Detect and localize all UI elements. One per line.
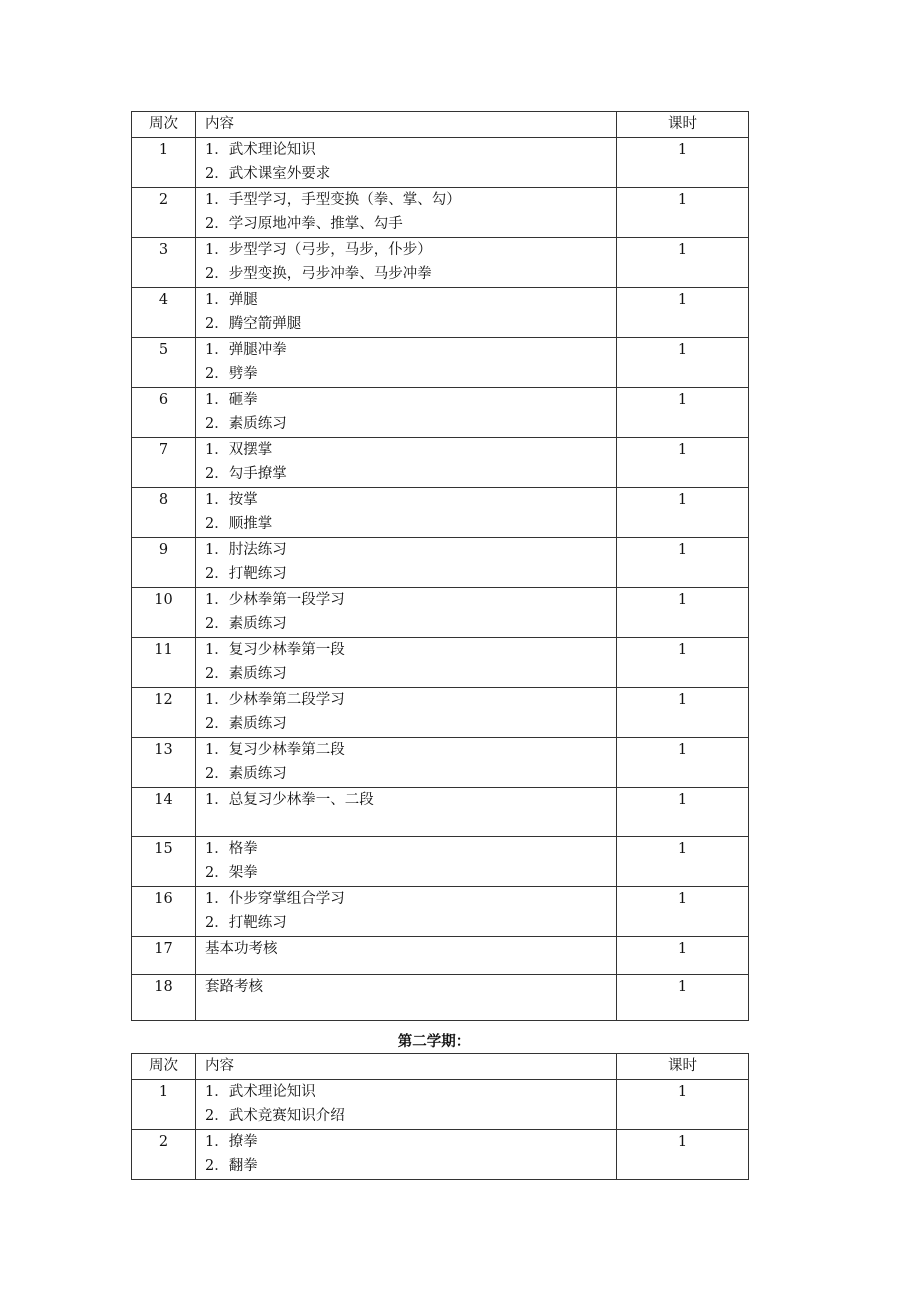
content-cell xyxy=(196,687,617,737)
content-line: 2．武术课室外要求 xyxy=(205,166,331,182)
week-number: 1 xyxy=(132,1079,196,1129)
hours-cell: 1 xyxy=(617,836,749,886)
table-row xyxy=(132,637,749,687)
content-cell xyxy=(196,1079,617,1129)
table-row xyxy=(132,1079,749,1129)
content-line: 套路考核 xyxy=(205,978,263,995)
hours-cell: 1 xyxy=(617,187,749,237)
table-row xyxy=(132,1129,749,1179)
table-row xyxy=(132,587,749,637)
table-row xyxy=(132,187,749,237)
hours-cell: 1 xyxy=(617,487,749,537)
content-cell xyxy=(196,137,617,187)
content-cell xyxy=(196,387,617,437)
week-number: 6 xyxy=(132,387,196,437)
content-line: 2．架拳 xyxy=(205,865,258,881)
week-number: 8 xyxy=(132,487,196,537)
table-row xyxy=(132,687,749,737)
content-cell xyxy=(196,974,617,1020)
content-line: 2．素质练习 xyxy=(205,416,287,432)
content-line: 1．格拳 xyxy=(205,840,258,857)
content-line: 1．撩拳 xyxy=(205,1133,258,1150)
content-line: 1．弹腿冲拳 xyxy=(205,341,287,358)
week-number: 13 xyxy=(132,737,196,787)
content-cell xyxy=(196,836,617,886)
semester2-schedule-table xyxy=(131,1053,749,1180)
content-cell xyxy=(196,886,617,936)
semester1-schedule-table xyxy=(131,111,749,1021)
content-cell xyxy=(196,637,617,687)
table-row xyxy=(132,936,749,974)
header-week: 周次 xyxy=(132,1054,196,1080)
content-cell xyxy=(196,587,617,637)
week-number: 15 xyxy=(132,836,196,886)
hours-cell: 1 xyxy=(617,137,749,187)
content-cell xyxy=(196,287,617,337)
week-number: 12 xyxy=(132,687,196,737)
table-row xyxy=(132,737,749,787)
content-line: 1．砸拳 xyxy=(205,391,258,408)
week-number: 14 xyxy=(132,787,196,836)
content-line: 1．武术理论知识 xyxy=(205,1083,316,1100)
hours-cell: 1 xyxy=(617,587,749,637)
content-line: 1．手型学习，手型变换（拳、掌、勾） xyxy=(205,191,461,208)
header-hours: 课时 xyxy=(617,112,749,138)
content-line: 2．勾手撩掌 xyxy=(205,466,287,482)
content-line: 2．武术竞赛知识介绍 xyxy=(205,1108,345,1124)
hours-cell: 1 xyxy=(617,1079,749,1129)
content-line: 2．素质练习 xyxy=(205,666,287,682)
content-line: 1．武术理论知识 xyxy=(205,141,316,158)
week-number: 7 xyxy=(132,437,196,487)
content-line: 1．仆步穿掌组合学习 xyxy=(205,890,345,907)
table-row xyxy=(132,886,749,936)
content-line: 1．总复习少林拳一、二段 xyxy=(205,791,374,808)
content-line: 2．顺推掌 xyxy=(205,516,273,532)
hours-cell: 1 xyxy=(617,936,749,974)
content-line: 1．按掌 xyxy=(205,491,258,508)
hours-cell: 1 xyxy=(617,537,749,587)
week-number: 10 xyxy=(132,587,196,637)
week-number: 3 xyxy=(132,237,196,287)
week-number: 18 xyxy=(132,974,196,1020)
content-cell xyxy=(196,787,617,836)
hours-cell: 1 xyxy=(617,886,749,936)
content-cell xyxy=(196,537,617,587)
hours-cell: 1 xyxy=(617,387,749,437)
week-number: 4 xyxy=(132,287,196,337)
hours-cell: 1 xyxy=(617,337,749,387)
content-line: 2．素质练习 xyxy=(205,616,287,632)
table-row xyxy=(132,787,749,836)
hours-cell: 1 xyxy=(617,637,749,687)
hours-cell: 1 xyxy=(617,787,749,836)
content-line: 2．素质练习 xyxy=(205,716,287,732)
week-number: 17 xyxy=(132,936,196,974)
table-row xyxy=(132,137,749,187)
content-line: 2．打靶练习 xyxy=(205,566,287,582)
content-line: 2．劈拳 xyxy=(205,366,258,382)
content-line: 1．少林拳第一段学习 xyxy=(205,591,345,608)
content-line: 1．步型学习（弓步，马步，仆步） xyxy=(205,241,432,258)
content-line: 1．少林拳第二段学习 xyxy=(205,691,345,708)
week-number: 9 xyxy=(132,537,196,587)
table-row xyxy=(132,537,749,587)
week-number: 11 xyxy=(132,637,196,687)
week-number: 16 xyxy=(132,886,196,936)
content-line: 2．翻拳 xyxy=(205,1158,258,1174)
content-line: 2．打靶练习 xyxy=(205,915,287,931)
content-line: 基本功考核 xyxy=(205,940,278,957)
week-number: 2 xyxy=(132,1129,196,1179)
content-cell xyxy=(196,337,617,387)
table-row xyxy=(132,437,749,487)
table-row xyxy=(132,237,749,287)
table-row xyxy=(132,287,749,337)
table-row xyxy=(132,387,749,437)
content-line: 2．腾空箭弹腿 xyxy=(205,316,302,332)
week-number: 5 xyxy=(132,337,196,387)
header-hours: 课时 xyxy=(617,1054,749,1080)
hours-cell: 1 xyxy=(617,237,749,287)
content-line: 1．复习少林拳第二段 xyxy=(205,741,345,758)
hours-cell: 1 xyxy=(617,737,749,787)
table-row xyxy=(132,974,749,1020)
header-content: 内容 xyxy=(196,1054,617,1080)
content-line: 2．步型变换，弓步冲拳、马步冲拳 xyxy=(205,266,432,282)
content-cell xyxy=(196,487,617,537)
table-header-row xyxy=(132,112,749,138)
content-line: 1．肘法练习 xyxy=(205,541,287,558)
content-cell xyxy=(196,737,617,787)
table-row xyxy=(132,487,749,537)
hours-cell: 1 xyxy=(617,287,749,337)
content-cell xyxy=(196,237,617,287)
hours-cell: 1 xyxy=(617,687,749,737)
content-cell xyxy=(196,187,617,237)
hours-cell: 1 xyxy=(617,437,749,487)
header-content: 内容 xyxy=(196,112,617,138)
table-row xyxy=(132,836,749,886)
table-row xyxy=(132,337,749,387)
week-number: 2 xyxy=(132,187,196,237)
content-cell xyxy=(196,936,617,974)
content-cell xyxy=(196,1129,617,1179)
content-line: 1．弹腿 xyxy=(205,291,258,308)
hours-cell: 1 xyxy=(617,974,749,1020)
header-week: 周次 xyxy=(132,112,196,138)
content-line: 1．双摆掌 xyxy=(205,441,273,458)
section-heading-semester2: 第二学期： xyxy=(397,1033,471,1050)
week-number: 1 xyxy=(132,137,196,187)
content-line: 1．复习少林拳第一段 xyxy=(205,641,345,658)
content-line: 2．学习原地冲拳、推掌、勾手 xyxy=(205,216,403,232)
table-header-row xyxy=(132,1054,749,1080)
hours-cell: 1 xyxy=(617,1129,749,1179)
content-cell xyxy=(196,437,617,487)
content-line: 2．素质练习 xyxy=(205,766,287,782)
